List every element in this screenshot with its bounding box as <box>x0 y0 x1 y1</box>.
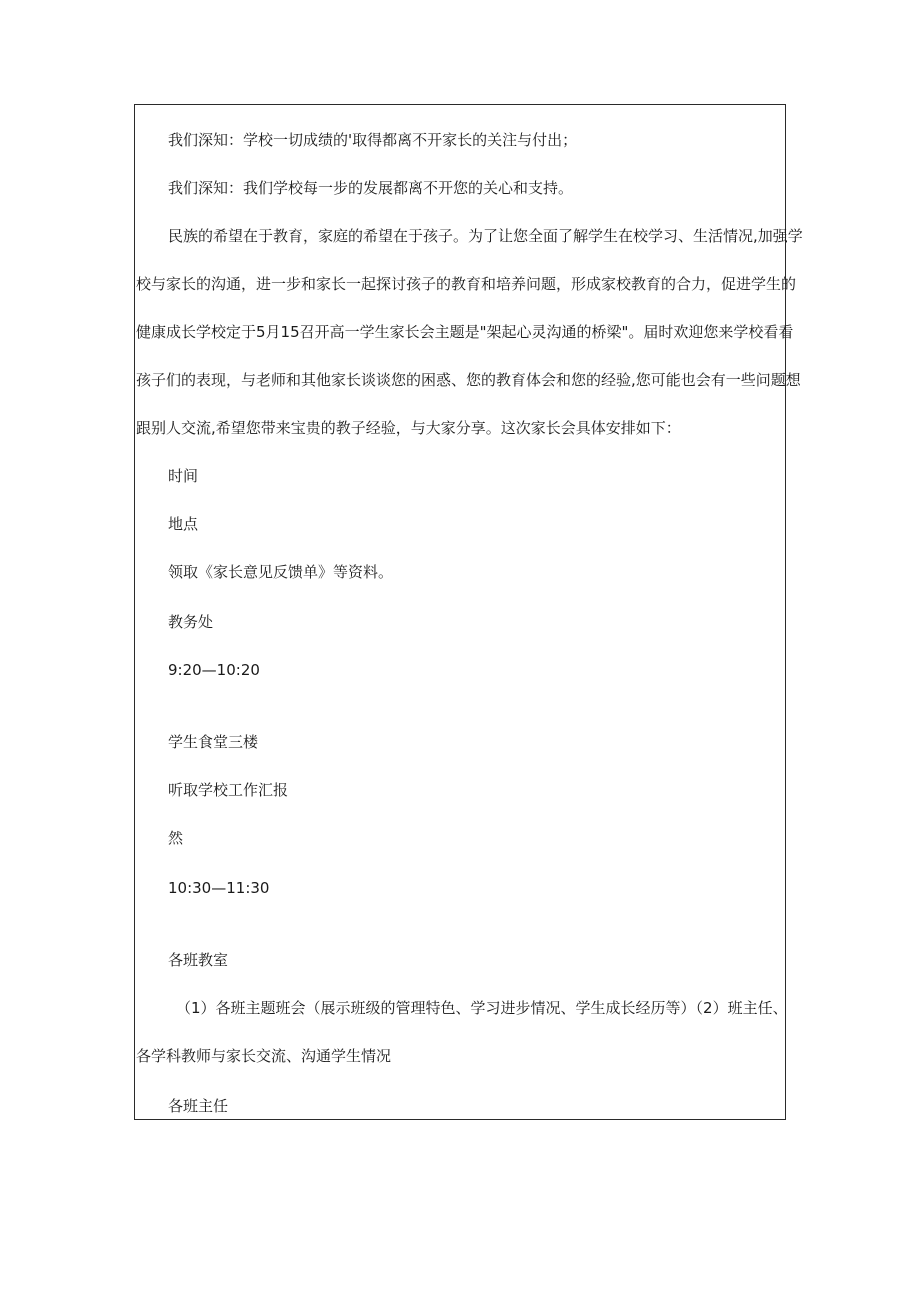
schedule-location-1: 学生食堂三楼 <box>168 733 259 751</box>
paragraph-commitment-2: 我们深知：我们学校每一步的发展都离不开您的关心和支持。 <box>168 179 574 197</box>
document-frame <box>134 104 786 1120</box>
schedule-time-2: 10:30—11:30 <box>168 879 270 897</box>
schedule-location-2: 各班教室 <box>168 951 229 969</box>
schedule-item-office: 教务处 <box>168 613 214 631</box>
schedule-time-label: 时间 <box>168 467 199 485</box>
paragraph-intro-line-2: 校与家长的沟通，进一步和家长一起探讨孩子的教育和培养问题，形成家校教育的合力，促进学生的 <box>136 275 797 293</box>
paragraph-intro-line-4: 孩子们的表现，与老师和其他家长谈谈您的困惑、您的教育体会和您的经验,您可能也会有一些问题想 <box>136 371 801 389</box>
schedule-item-fragment: 然 <box>168 829 184 847</box>
schedule-item-class-meeting-line-2: 各学科教师与家长交流、沟通学生情况 <box>136 1047 392 1065</box>
schedule-item-report: 听取学校工作汇报 <box>168 781 289 799</box>
paragraph-intro-line-1: 民族的希望在于教育，家庭的希望在于孩子。为了让您全面了解学生在校学习、生活情况,加强学 <box>168 227 803 245</box>
schedule-location-label: 地点 <box>168 515 199 533</box>
schedule-item-materials: 领取《家长意见反馈单》等资料。 <box>168 563 394 581</box>
schedule-time-1: 9:20—10:20 <box>168 661 260 679</box>
paragraph-commitment-1: 我们深知：学校一切成绩的'取得都离不开家长的关注与付出； <box>168 131 578 149</box>
paragraph-intro-line-3: 健康成长学校定于5月15召开高一学生家长会主题是"架起心灵沟通的桥梁"。届时欢迎您来学校看看 <box>136 323 794 341</box>
schedule-responsible: 各班主任 <box>168 1097 229 1115</box>
schedule-item-class-meeting-line-1: （1）各班主题班会（展示班级的管理特色、学习进步情况、学生成长经历等）（2）班主任、 <box>176 999 788 1017</box>
paragraph-intro-line-5: 跟别人交流,希望您带来宝贵的教子经验，与大家分享。这次家长会具体安排如下： <box>136 419 681 437</box>
